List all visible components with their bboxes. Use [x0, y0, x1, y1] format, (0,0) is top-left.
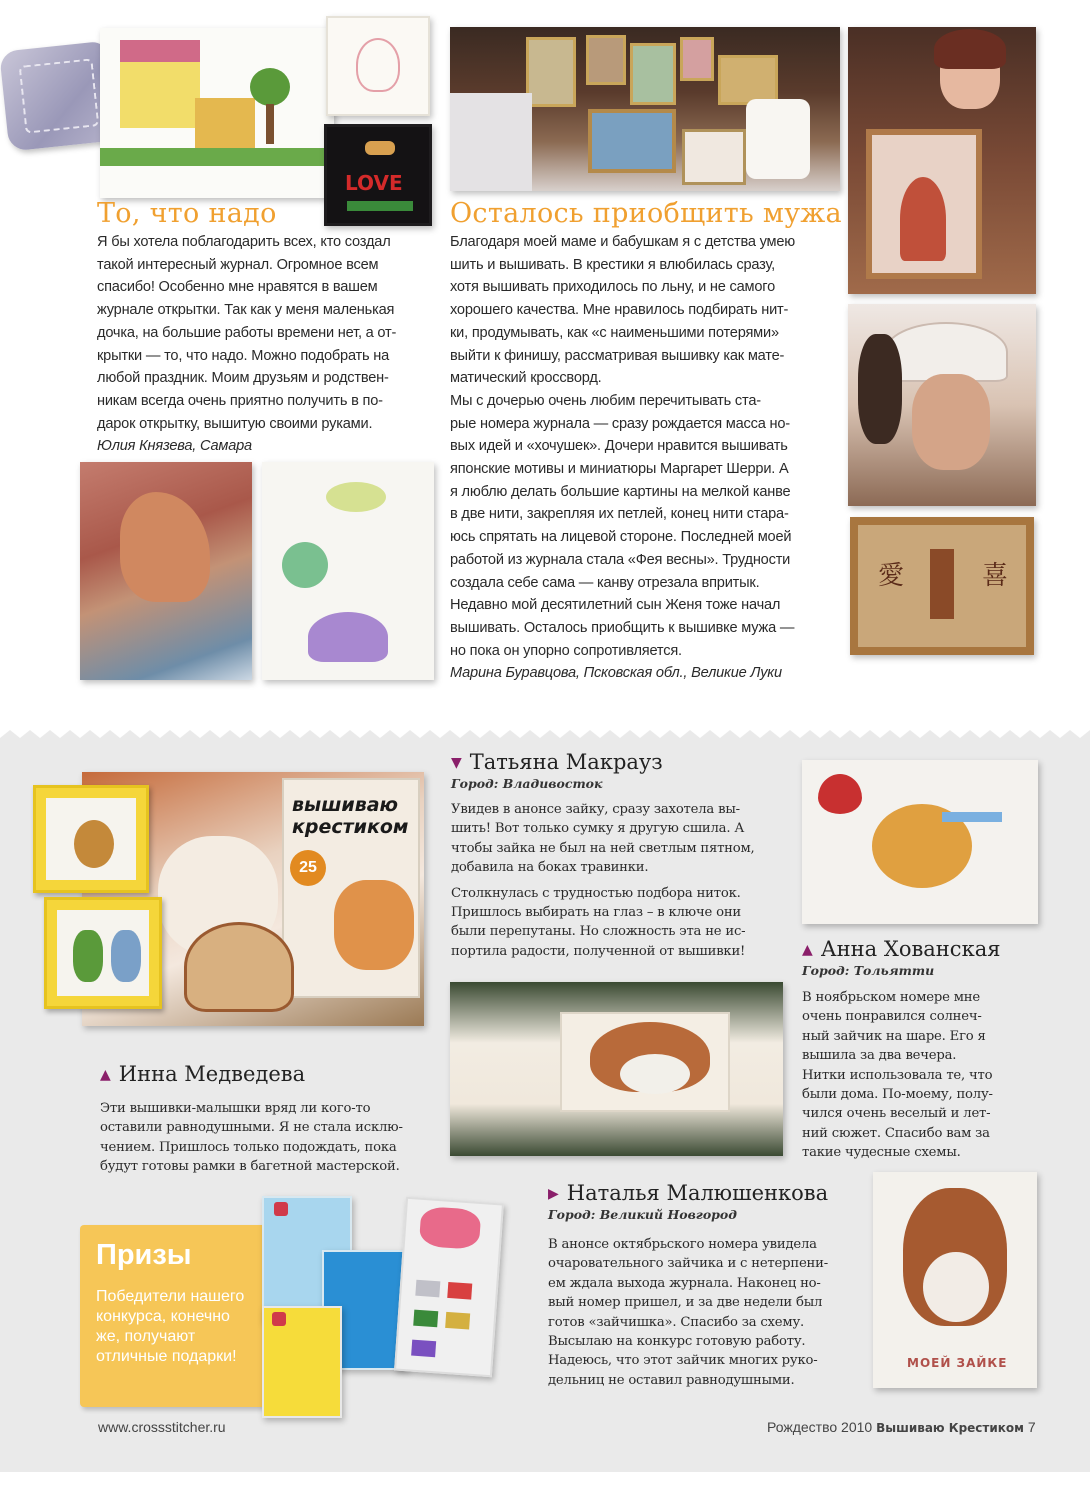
text-line: были перепутаны. Но сложность эта не ис- — [451, 924, 746, 940]
anna-name — [802, 937, 1000, 961]
magazine-cover-subtitle: крестиком — [292, 816, 409, 838]
magazine-badge-number: 25 — [299, 859, 317, 876]
triangle-up-icon: ▲ — [802, 942, 813, 958]
text-line: портила радости, полученной от вышивки! — [451, 943, 746, 959]
natalya-text — [548, 1235, 858, 1390]
prizes-title: Призы — [96, 1239, 192, 1271]
text-line: шить и вышивать. В крестики я влюбилась сразу, — [450, 256, 775, 273]
triangle-up-icon: ▲ — [100, 1067, 111, 1083]
text-line: Увидев в анонсе зайку, сразу захотела вы- — [451, 802, 740, 817]
tatyana-text — [451, 800, 783, 961]
love-embroidery-photo — [324, 124, 432, 226]
text-line: японские мотивы и миниатюры Маргарет Шерри. А — [450, 461, 789, 478]
boy-portrait-embroidery-photo — [848, 304, 1036, 506]
text-line: шить! Вот только сумку я другую сшила. А — [451, 821, 745, 837]
triangle-right-icon: ▶ — [548, 1186, 559, 1202]
love-caption: LOVE — [345, 171, 403, 195]
text-line: готов «зайчишка». Спасибо за схему. — [548, 1314, 805, 1330]
right-article-title: Осталось приобщить мужа — [450, 198, 842, 229]
right-article-body — [450, 231, 842, 685]
text-line: работой из журнала стала «Фея весны». Трудности — [450, 551, 791, 568]
footer-page-number: 7 — [1027, 1419, 1036, 1435]
text-line: вых идей и «хочушек». Дочери нравится вышивать — [450, 438, 788, 455]
text-line: чением. Пришлось только подождать, пока — [100, 1139, 397, 1155]
text-line: спасибо! Особенно мне нравятся в вашем — [97, 279, 378, 296]
natalya-city: Город: Великий Новгород — [548, 1207, 737, 1222]
rabbit-caption: МОЕЙ ЗАЙКЕ — [907, 1356, 1008, 1370]
inna-name-text: Инна Медведева — [118, 1062, 306, 1086]
text-line: ем ждала выхода журнала. Наконец но- — [548, 1275, 821, 1291]
text-line: юсь спрятать на лицевой стороне. Последней моей — [450, 529, 792, 546]
text-line: дельниц не оставил равнодушными. — [548, 1372, 795, 1388]
text-line: Пришлось выбирать на глаз – в ключе они — [451, 905, 742, 921]
text-line: В анонсе октябрьского номера увидела — [548, 1237, 817, 1252]
text-line: добавила на боках травинки. — [451, 860, 649, 876]
text-line: создала себе сама — канву отрезала впритык. — [450, 574, 760, 591]
text-line: Благодаря моей маме и бабушкам я с детства умею — [450, 234, 796, 250]
text-line: были дома. По-моему, полу- — [802, 1087, 993, 1103]
text-line: очаровательного зайчика и с нетерпени- — [548, 1256, 828, 1272]
magazine-cover-title: вышиваю — [292, 794, 399, 816]
chinese-characters-embroidery-photo: 愛 喜 — [850, 517, 1034, 655]
woman-with-embroidery-photo — [848, 27, 1036, 294]
anna-name-text: Анна Хованская — [820, 937, 1001, 961]
text-line: но пока он упорно сопротивляется. — [450, 642, 682, 659]
yellow-frame-dolls — [44, 897, 162, 1009]
text-line: выйти к финишу, рассматривая вышивку как мате- — [450, 347, 785, 364]
text-line: Нитки использовала те, что — [802, 1067, 993, 1083]
left-article-body — [97, 231, 437, 458]
text-line: ний сюжет. Спасибо вам за — [802, 1125, 990, 1141]
tatyana-city: Город: Владивосток — [451, 776, 603, 791]
triangle-down-icon: ▼ — [451, 755, 462, 771]
text-line: чтобы зайка не был на ней светлым пятном, — [451, 840, 755, 856]
text-line: я люблю делать большие картины на мелкой канве — [450, 483, 791, 500]
right-article-signature: Марина Буравцова, Псковская обл., Великие Луки — [450, 665, 782, 682]
text-line: Я бы хотела поблагодарить всех, кто создал — [97, 234, 391, 250]
text-line: крытки — то, что надо. Можно подобрать на — [97, 347, 390, 364]
inna-name — [100, 1062, 305, 1086]
footer-issue-info — [767, 1419, 1036, 1435]
yellow-frame-rabbit — [33, 785, 149, 893]
text-line: Надеюсь, что этот зайчик многих руко- — [548, 1353, 818, 1369]
text-line: Высылаю на конкурс готовую работу. — [548, 1334, 806, 1350]
horse-embroidery-photo — [80, 462, 252, 680]
text-line: Столкнулась с трудностью подбора ниток. — [451, 885, 741, 901]
prize-card-yellow — [262, 1306, 342, 1418]
anna-text — [802, 988, 1032, 1163]
text-line: вышивать. Осталось приобщить к вышивке мужа — — [450, 619, 795, 636]
bag-with-rabbit-photo — [450, 982, 783, 1156]
tatyana-name — [451, 750, 663, 774]
prizes-text — [96, 1287, 244, 1367]
text-line: дарок открытку, вышитую своими руками. — [97, 415, 373, 432]
text-line: ки, продумывать, как «с наименьшими потерями» — [450, 324, 779, 341]
text-line: чился очень веселый и лет- — [802, 1106, 991, 1122]
magazine-cover-badge — [290, 850, 326, 886]
text-line: рые номера журнала — сразу рождается масса но- — [450, 415, 790, 432]
left-article-signature: Юлия Князева, Самара — [97, 438, 252, 455]
footer-brand: Вышиваю Крестиком — [876, 1421, 1024, 1435]
text-line: дочка, на большие работы времени нет, а от- — [97, 324, 397, 341]
text-line: Мы с дочерью очень любим перечитывать ста- — [450, 392, 761, 409]
text-line: конкурса, конечно — [96, 1308, 230, 1325]
text-line: очень понравился солнеч- — [802, 1009, 982, 1025]
text-line: же, получают — [96, 1328, 196, 1345]
natalya-name-text: Наталья Малюшенкова — [566, 1181, 829, 1205]
text-line: вый номер пришел, и за две недели был — [548, 1295, 823, 1311]
footer-issue: Рождество 2010 — [767, 1419, 873, 1435]
text-line: любой праздник. Моим друзьям и родствен- — [97, 370, 389, 387]
house-embroidery-photo — [100, 28, 334, 198]
text-line: Эти вышивки-малышки вряд ли кого-то — [100, 1101, 371, 1116]
footer-url[interactable]: www.crossstitcher.ru — [98, 1419, 226, 1435]
prize-thread-pack — [394, 1197, 504, 1377]
natalya-name — [548, 1181, 828, 1205]
text-line: вышила за два вечера. — [802, 1048, 957, 1064]
anna-city: Город: Тольятти — [802, 963, 935, 978]
text-line: Недавно мой десятилетний сын Женя тоже начал — [450, 597, 781, 614]
inna-text — [100, 1099, 430, 1177]
brown-rabbit-embroidery-photo — [873, 1172, 1037, 1388]
text-line: хорошего качества. Мне нравилось подбирать нит- — [450, 302, 789, 319]
text-line: будут готовы рамки в багетной мастерской. — [100, 1159, 400, 1175]
tatyana-name-text: Татьяна Макрауз — [469, 750, 663, 774]
bear-embroidery-photo — [326, 16, 430, 116]
text-line: хотя вышивать приходилось по льну, и не самого — [450, 279, 776, 296]
rabbit-with-balloon-photo — [802, 760, 1038, 924]
text-line: Победители нашего — [96, 1288, 245, 1305]
text-line: журнале открытки. Так как у меня маленькая — [97, 302, 395, 319]
text-line: матический кроссворд. — [450, 370, 602, 387]
left-article-title: То, что надо — [97, 198, 277, 229]
text-line: ный зайчик на шаре. Его я — [802, 1028, 986, 1044]
text-line: В ноябрьском номере мне — [802, 990, 980, 1005]
text-line: оставили равнодушными. Я не стала исклю- — [100, 1120, 403, 1136]
text-line: такой интересный журнал. Огромное всем — [97, 256, 379, 273]
text-line: в две нити, закрепляя их петлей, конец нити стара- — [450, 506, 789, 523]
text-line: отличные подарки! — [96, 1348, 237, 1365]
text-line: такие чудесные схемы. — [802, 1145, 961, 1161]
text-line: никам всегда очень приятно получить в по- — [97, 392, 383, 409]
dragonfly-embroidery-photo — [262, 462, 434, 680]
room-embroidery-photo — [450, 27, 840, 191]
